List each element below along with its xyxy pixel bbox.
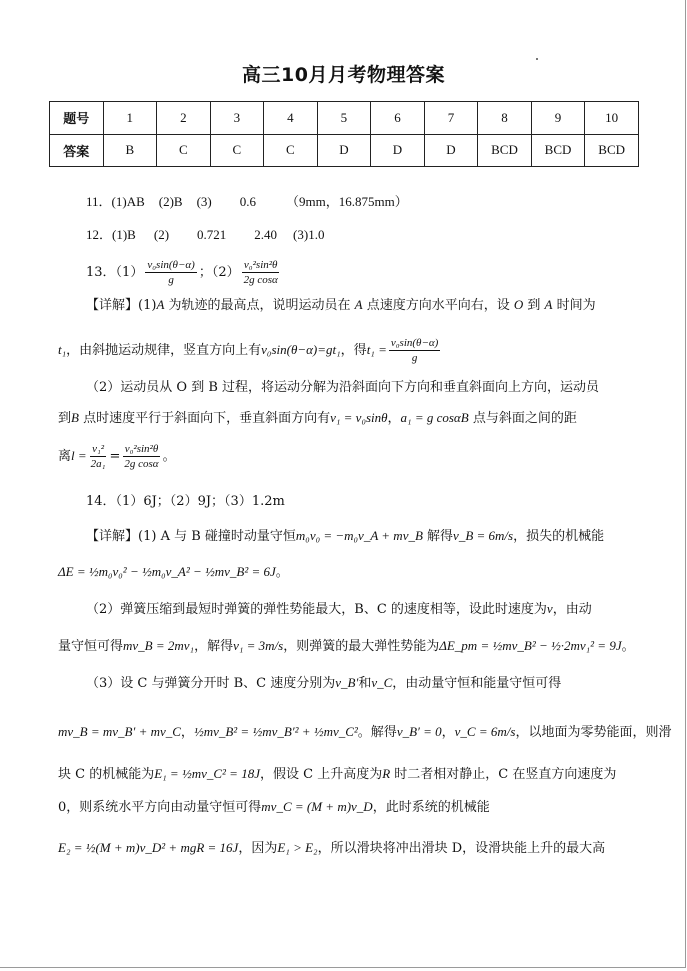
table-cell: BCD <box>585 134 639 167</box>
equation: v_C = 6m/s <box>454 724 516 739</box>
equation: mv_B = 2mv₁ <box>123 638 195 653</box>
equation: v_B = 6m/s <box>453 528 514 543</box>
detail-label: 【详解】 <box>86 298 139 313</box>
table-cell: BCD <box>478 134 532 167</box>
question-number: 13．（1） <box>86 265 144 280</box>
equation: ΔE_pm = ½mv_B² − ½·2mv₁² = 9J <box>439 638 622 653</box>
table-cell: 2 <box>157 102 211 135</box>
detail-14-line-1: 【详解】(1) A 与 B 碰撞时动量守恒m₀v₀ = −m₀v_A + mv_B 解得v_B = 6m/s，损失的机械能 <box>86 528 605 544</box>
detail-14-line-9: E₂ = ½(M + m)v_D² + mgR = 16J，因为E₁ > E₂，所以滑块将冲出滑块 D，设滑块能上升的最大高 <box>58 840 606 856</box>
equation: a₁ = g cosα <box>400 410 461 425</box>
equation: v₀sin(θ−α)=gt₁ <box>261 342 341 357</box>
fraction: $\frac{\text{v₀²sin²θ}}{\text{2g cosα}}$ <box>124 443 159 470</box>
answer-13: 13．（1） $\frac{\text{v₀sin(θ−α)}}{g}$ ；（2） $\frac{\text{v₀²sin²θ}}{\text{2g cosα}}$ <box>86 259 278 286</box>
table-cell: 9 <box>531 102 585 135</box>
row-header-number: 题号 <box>50 102 104 135</box>
answer-part: (1)AB <box>111 194 145 209</box>
equation: ΔE = ½m₀v₀² − ½m₀v_A² − ½mv_B² = 6J <box>58 564 276 579</box>
table-cell: C <box>264 134 318 167</box>
question-number: 11． <box>86 194 112 209</box>
answer-part: (3)1.0 <box>293 227 325 242</box>
answer-14: 14．（1）6J；（2）9J；（3）1.2m <box>86 494 285 509</box>
table-cell: 1 <box>103 102 157 135</box>
detail-14-line-6: mv_B = mv_B′ + mv_C，½mv_B² = ½mv_B′² + ½mv_C²。解得v_B′ = 0，v_C = 6m/s，以地面为零势能面，则滑 <box>58 724 672 740</box>
answer-value: 0.721 <box>197 227 227 242</box>
equation: v_B′ = 0 <box>396 724 442 739</box>
answer-12 <box>86 225 324 245</box>
table-cell: 3 <box>210 102 264 135</box>
table-cell: C <box>210 134 264 167</box>
equation: E₁ = ½mv_C² = 18J <box>154 766 260 781</box>
detail-14-line-7: 块 C 的机械能为E₁ = ½mv_C² = 18J，假设 C 上升高度为R 时二者相对静止，C 在竖直方向速度为 <box>58 766 617 782</box>
detail-13-line-3: （2）运动员从 O 到 B 过程，将运动分解为沿斜面向下方向和垂直斜面向上方向，运动员 <box>86 380 600 395</box>
detail-14-line-4: 量守恒可得mv_B = 2mv₁，解得v₁ = 3m/s，则弹簧的最大弹性势能为ΔE_pm = ½mv_B² − ½·2mv₁² = 9J。 <box>58 638 635 654</box>
table-cell: 5 <box>317 102 371 135</box>
table-cell: D <box>424 134 478 167</box>
equation: m₀v₀ = −m₀v_A + mv_B <box>295 528 423 543</box>
table-cell: C <box>157 134 211 167</box>
page-title: 高三10月月考物理答案 <box>242 64 445 86</box>
detail-14-line-8: 0，则系统水平方向由动量守恒可得mv_C = (M + m)v_D，此时系统的机械能 <box>58 799 490 815</box>
table-cell: 10 <box>585 102 639 135</box>
answer-part: (2) <box>153 227 170 242</box>
answer-part: (2)B <box>158 194 183 209</box>
detail-14-line-5: （3）设 C 与弹簧分开时 B、C 速度分别为v_B′和v_C，由动量守恒和能量守恒可得 <box>86 675 562 691</box>
table-cell: 6 <box>371 102 425 135</box>
equation: mv_C = (M + m)v_D <box>261 799 373 814</box>
equation: mv_B = mv_B′ + mv_C <box>58 724 181 739</box>
detail-13-line-4: 到B 点时速度平行于斜面向下，垂直斜面方向有v₁ = v₀sinθ，a₁ = g cosαB 点与斜面之间的距 <box>58 410 577 426</box>
equation: v₁ = v₀sinθ <box>330 410 388 425</box>
detail-label: 【详解】 <box>86 529 139 544</box>
answer-value: （9mm，16.875mm） <box>286 194 408 209</box>
answer-part: (3) <box>196 194 212 209</box>
fraction: $\frac{\text{v₁²}}{\text{2a₁}}$ <box>90 443 106 470</box>
table-cell: D <box>317 134 371 167</box>
question-number-row <box>50 102 639 135</box>
equation: v₁ = 3m/s <box>233 638 284 653</box>
table-cell: D <box>371 134 425 167</box>
table-cell: 8 <box>478 102 532 135</box>
question-number: 12． <box>86 227 113 242</box>
detail-13-line-5: 离l = $\frac{\text{v₁²}}{\text{2a₁}}$ = $\frac{\text{v₀²sin²θ}}{\text{2g cosα}}$ 。 <box>58 443 176 470</box>
answer-table <box>49 101 639 167</box>
table-cell: BCD <box>531 134 585 167</box>
table-cell: 4 <box>264 102 318 135</box>
detail-14-line-2: ΔE = ½m₀v₀² − ½m₀v_A² − ½mv_B² = 6J。 <box>58 564 289 580</box>
detail-14-line-3: （2）弹簧压缩到最短时弹簧的弹性势能最大，B、C 的速度相等，设此时速度为v，由动 <box>86 601 592 617</box>
fraction: $\frac{\text{v₀²sin²θ}}{\text{2g cosα}}$ <box>243 259 278 286</box>
table-cell: B <box>103 134 157 167</box>
fraction: $\frac{\text{v₀sin(θ−α)}}{g}$ <box>147 259 195 286</box>
row-header-answer: 答案 <box>50 134 104 167</box>
equation: ½mv_B² = ½mv_B′² + ½mv_C² <box>193 724 358 739</box>
equation: E₂ = ½(M + m)v_D² + mgR = 16J <box>58 840 239 855</box>
table-cell: 7 <box>424 102 478 135</box>
answer-row <box>50 134 639 167</box>
detail-13-line-2: t₁，由斜抛运动规律，竖直方向上有v₀sin(θ−α)=gt₁，得t₁ = $\frac{\text{v₀sin(θ−α)}}{g}$ <box>58 337 439 364</box>
detail-13-line-1: 【详解】(1)A 为轨迹的最高点，说明运动员在 A 点速度方向水平向右，设 O 到 A 时间为 <box>86 297 596 313</box>
answer-value: 2.40 <box>254 227 278 242</box>
answer-part: (1)B <box>112 227 136 242</box>
fraction: $\frac{\text{v₀sin(θ−α)}}{g}$ <box>390 337 439 364</box>
answer-11 <box>86 192 408 212</box>
answer-value: 0.6 <box>239 194 257 209</box>
equation: E₁ > E₂ <box>277 840 318 855</box>
